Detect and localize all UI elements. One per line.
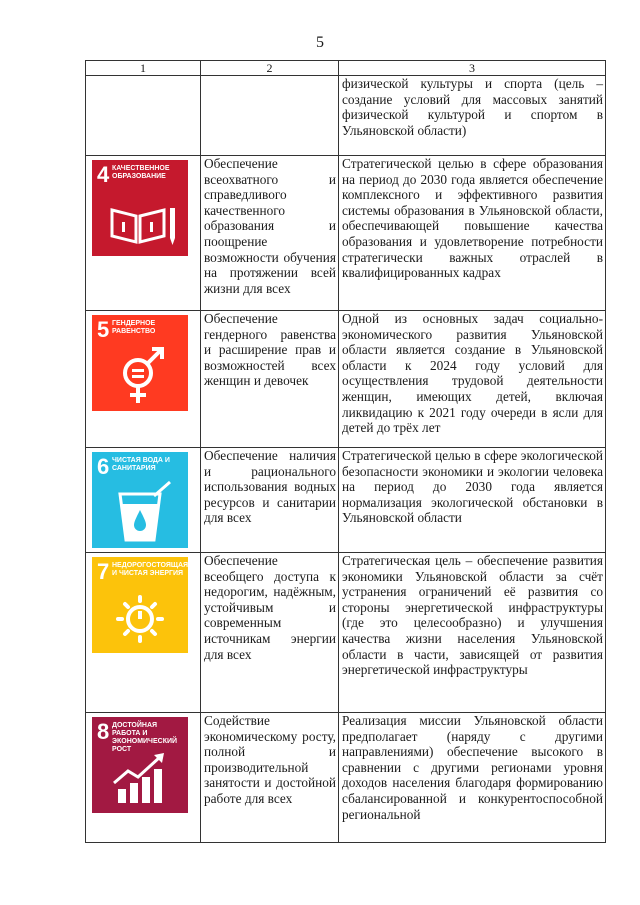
table-row xyxy=(86,553,606,713)
water-drop-glass-icon xyxy=(92,452,188,548)
page-number: 5 xyxy=(316,34,324,51)
goal-description-cell: Обеспечение гендерного равенства и расширение прав и возможностей всех женщин и девочек xyxy=(201,311,339,448)
sdg-number: 6 xyxy=(97,454,110,479)
goal-description-cell: Содействие экономическому росту, полной и производительной занятости и достойной работе для всех xyxy=(201,713,339,843)
strategy-cell: Стратегической целью в сфере экологической безопасности экономики и экологии человека на период до 2030 года является нормализация экологической обстановки в Ульяновской области xyxy=(339,448,606,553)
sdg-title: ЧИСТАЯ ВОДА И САНИТАРИЯ xyxy=(112,457,170,472)
goal-cell xyxy=(86,713,201,843)
sdg-number: 7 xyxy=(97,559,110,584)
strategy-cell: физической культуры и спорта (цель – создание условий для массовых занятий физической культурой и спортом в Ульяновской области) xyxy=(339,76,606,156)
goal-description-cell: Обеспечение наличия и рационального использования водных ресурсов и санитарии для всех xyxy=(201,448,339,553)
growth-chart-icon xyxy=(92,717,188,813)
goal-description-cell: Обеспечение всеобщего доступа к недорогим, надёжным, устойчивым и современным источникам энергии для всех xyxy=(201,553,339,713)
sdg-number: 4 xyxy=(97,162,110,187)
sdg-8-badge xyxy=(92,717,188,813)
header-col-3: 3 xyxy=(339,61,606,76)
sdg-title: ГЕНДЕРНОЕ РАВЕНСТВО xyxy=(112,320,156,335)
book-pencil-icon xyxy=(92,160,188,256)
goal-cell xyxy=(86,553,201,713)
sdg-4-badge xyxy=(92,160,188,256)
header-row xyxy=(86,61,606,76)
sun-power-icon xyxy=(92,557,188,653)
sdg-5-badge xyxy=(92,315,188,411)
strategy-cell: Реализация миссии Ульяновской области предполагает (наряду с другими направлениями) обеспечение высокого в сравнении с другими регионами уровня доходов населения благодаря формированию сбалансированной и конкурентоспособной региональной xyxy=(339,713,606,843)
header-col-2: 2 xyxy=(201,61,339,76)
sdg-number: 8 xyxy=(97,719,110,744)
table-row xyxy=(86,311,606,448)
goal-cell xyxy=(86,311,201,448)
goal-description-cell: Обеспечение всеохватного и справедливого качественного образования и поощрение возможности обучения на протяжении всей жизни для всех xyxy=(201,156,339,311)
strategy-cell: Стратегическая цель – обеспечение развития экономики Ульяновской области за счёт устранения ограничений её развития со стороны энергетической инфраструктуры (где это целесообразно) и улучшения качества жизни населения Ульяновской области в части, зависящей от развития энергетической инфраструктуры xyxy=(339,553,606,713)
goal-cell xyxy=(86,156,201,311)
table-row xyxy=(86,156,606,311)
goal-cell xyxy=(86,76,201,156)
sdg-title: ДОСТОЙНАЯ РАБОТА И ЭКОНОМИЧЕСКИЙ РОСТ xyxy=(112,722,178,753)
table-row xyxy=(86,76,606,156)
sdg-6-badge xyxy=(92,452,188,548)
goal-description-cell xyxy=(201,76,339,156)
gender-equality-icon xyxy=(92,315,188,411)
sdg-number: 5 xyxy=(97,317,110,342)
sdg-7-badge xyxy=(92,557,188,653)
table-row xyxy=(86,713,606,843)
header-col-1: 1 xyxy=(86,61,201,76)
strategy-cell: Одной из основных задач социально-экономического развития Ульяновской области является создание в Ульяновской области к 2024 году условий для осуществления трудовой деятельности женщин, имеющих детей, включая ликвидацию к 2021 году очереди в ясли для детей до трёх лет xyxy=(339,311,606,448)
goal-cell xyxy=(86,448,201,553)
sdg-title: НЕДОРОГОСТОЯЩАЯ И ЧИСТАЯ ЭНЕРГИЯ xyxy=(112,562,188,577)
sdg-table xyxy=(85,60,606,843)
table-row xyxy=(86,448,606,553)
strategy-cell: Стратегической целью в сфере образования на период до 2030 года является обеспечение комплексного и эффективного развития системы образования в Ульяновской области, обеспечивающей повышение качества образования и удовлетворение потребности стратегически важных отраслей в квалифицированных кадрах xyxy=(339,156,606,311)
sdg-title: КАЧЕСТВЕННОЕ ОБРАЗОВАНИЕ xyxy=(112,165,170,180)
